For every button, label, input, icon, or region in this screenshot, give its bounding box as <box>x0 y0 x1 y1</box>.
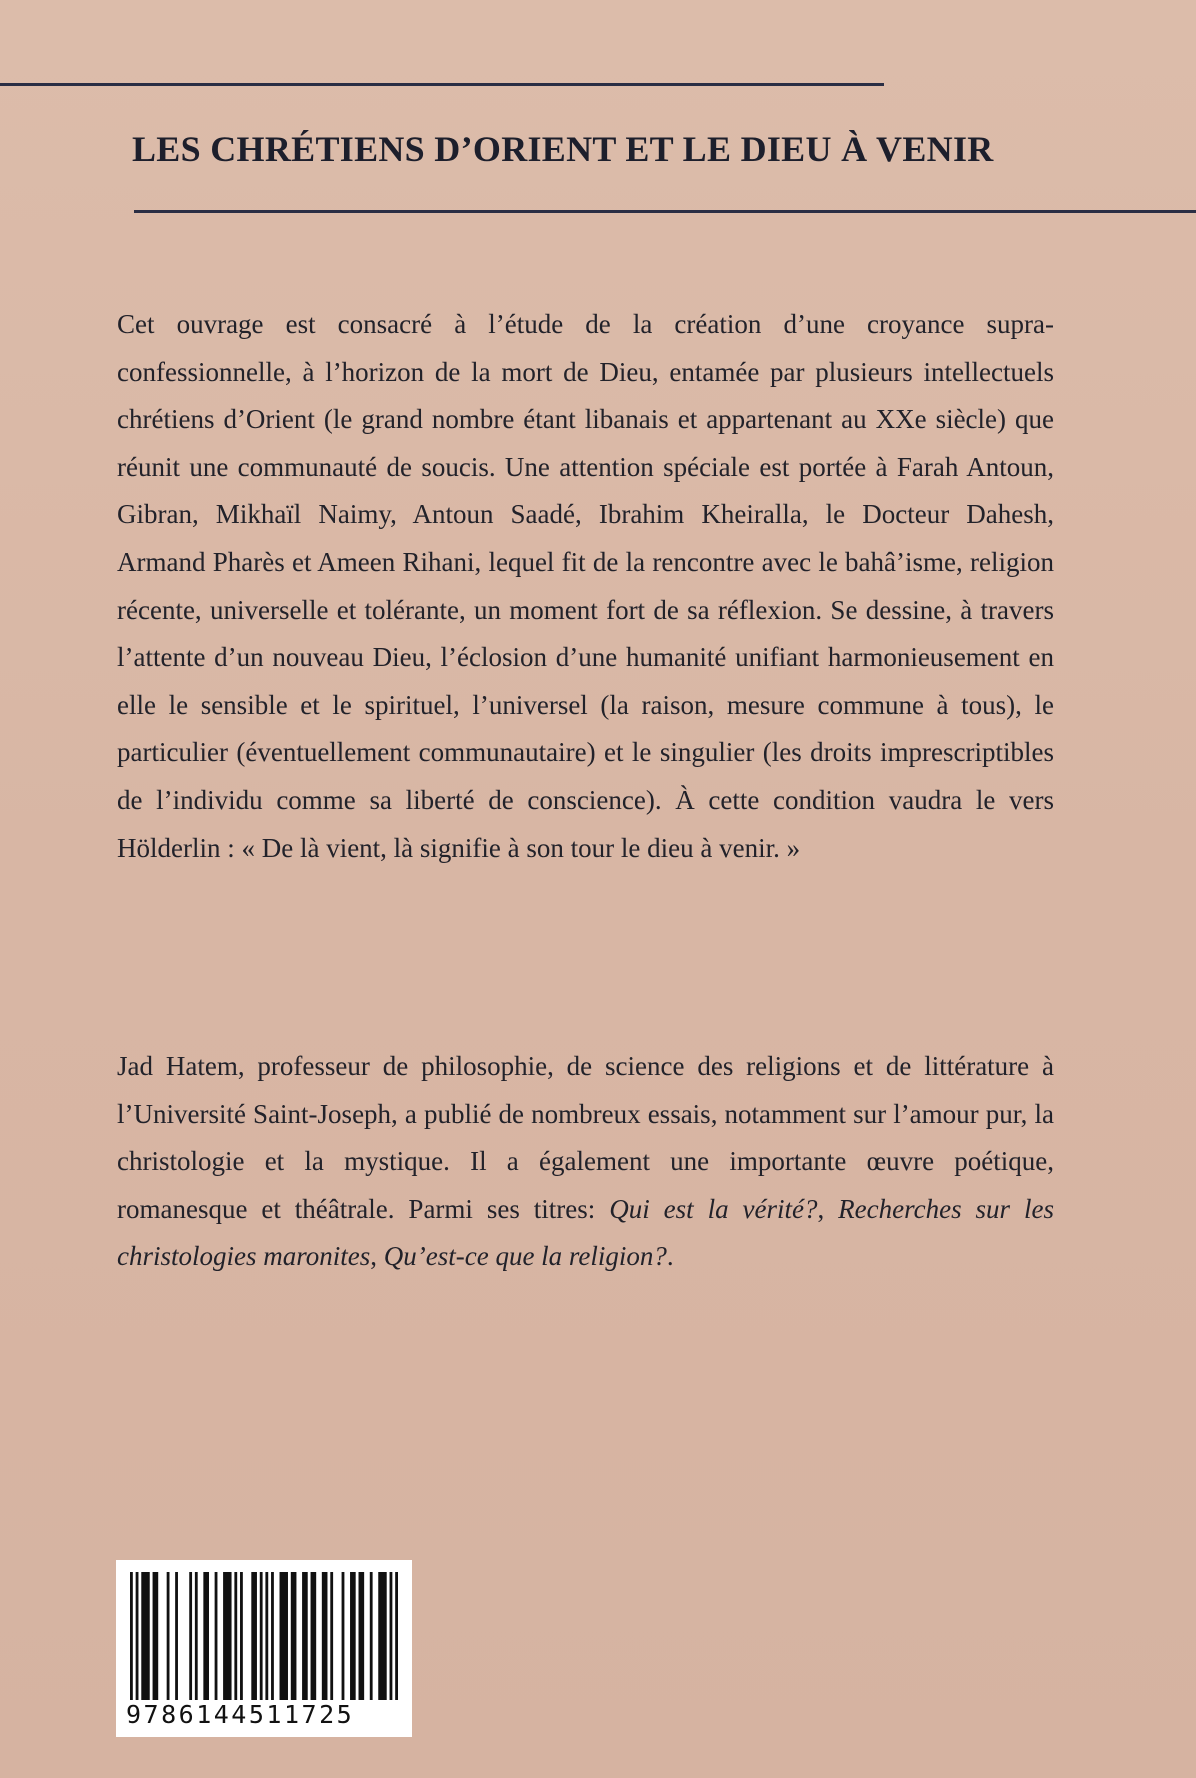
barcode-bar <box>395 1572 398 1700</box>
isbn-number: 9786144511725 <box>126 1700 355 1729</box>
author-title-2: Recherches sur les christologies maronites <box>117 1193 1054 1272</box>
barcode-bar <box>311 1572 317 1700</box>
barcode-bar <box>265 1572 268 1700</box>
barcode-bar <box>215 1572 218 1700</box>
title-separator-1: , <box>817 1193 839 1224</box>
barcode-bar <box>330 1572 333 1700</box>
barcode-bar <box>195 1572 198 1700</box>
barcode-bar <box>136 1572 139 1700</box>
author-bio <box>117 1043 1054 1281</box>
author-bio-text: Jad Hatem, professeur de philosophie, de science des religions et de littérature à l’Université Saint-Joseph, a publié de nombreux essais, notamment sur l’amour pur, la christologie et la mystique. Il a également une importante œuvre poétique, romanesque et théâtrale. Parmi ses titres: <box>117 1051 1054 1224</box>
barcode-bar <box>234 1572 237 1700</box>
top-rule <box>0 83 884 86</box>
barcode-bar <box>240 1572 243 1700</box>
barcode-bar <box>141 1572 149 1700</box>
author-title-3: Qu’est-ce que la religion? <box>383 1241 667 1272</box>
barcode-bar <box>342 1572 345 1700</box>
barcode-bars <box>130 1572 398 1700</box>
barcode-bar <box>322 1572 328 1700</box>
barcode-bar <box>175 1572 178 1700</box>
barcode-bar <box>271 1572 274 1700</box>
barcode-bar <box>350 1572 356 1700</box>
barcode-bar <box>291 1572 297 1700</box>
book-title: LES CHRÉTIENS D’ORIENT ET LE DIEU À VENIR <box>132 129 994 169</box>
barcode-bar <box>280 1572 288 1700</box>
barcode-bar <box>302 1572 308 1700</box>
title-separator-2: , <box>370 1241 384 1272</box>
bio-ending: . <box>666 1241 674 1272</box>
barcode-bar <box>203 1572 209 1700</box>
barcode-bar <box>260 1572 263 1700</box>
barcode-bar <box>370 1572 373 1700</box>
barcode-bar <box>223 1572 231 1700</box>
barcode-bar <box>189 1572 192 1700</box>
barcode-bar <box>359 1572 365 1700</box>
bottom-rule <box>134 210 1196 213</box>
book-description: Cet ouvrage est consacré à l’étude de la création d’une croyance supra-confessionnelle, à l’horizon de la mort de Dieu, entamée par plusieurs intellectuels chrétiens d’Orient (le grand nombre étant libanais et appartenant au XXe siècle) que réunit une communauté de soucis. Une attention spéciale est portée à Farah Antoun, Gibran, Mikhaïl Naimy, Antoun Saadé, Ibrahim Kheiralla, le Docteur Dahesh, Armand Pharès et Ameen Rihani, lequel fit de la rencontre avec le bahâ’isme, religion récente, universelle et tolérante, un moment fort de sa réflexion. Se dessine, à travers l’attente d’un nouveau Dieu, l’éclosion d’une humanité unifiant harmonieusement en elle le sensible et le spirituel, l’universel (la raison, mesure commune à tous), le particulier (éventuellement communautaire) et le singulier (les droits imprescriptibles de l’individu comme sa liberté de conscience). À cette condition vaudra le vers Hölderlin : « De là vient, là signifie à son tour le dieu à venir. » <box>117 309 1054 863</box>
barcode-bar <box>378 1572 386 1700</box>
barcode-bar <box>130 1572 133 1700</box>
barcode <box>116 1560 412 1737</box>
barcode-bar <box>390 1572 393 1700</box>
barcode-bar <box>167 1572 170 1700</box>
barcode-bar <box>153 1572 159 1700</box>
barcode-bar <box>251 1572 257 1700</box>
author-title-1: Qui est la vérité? <box>609 1193 818 1224</box>
